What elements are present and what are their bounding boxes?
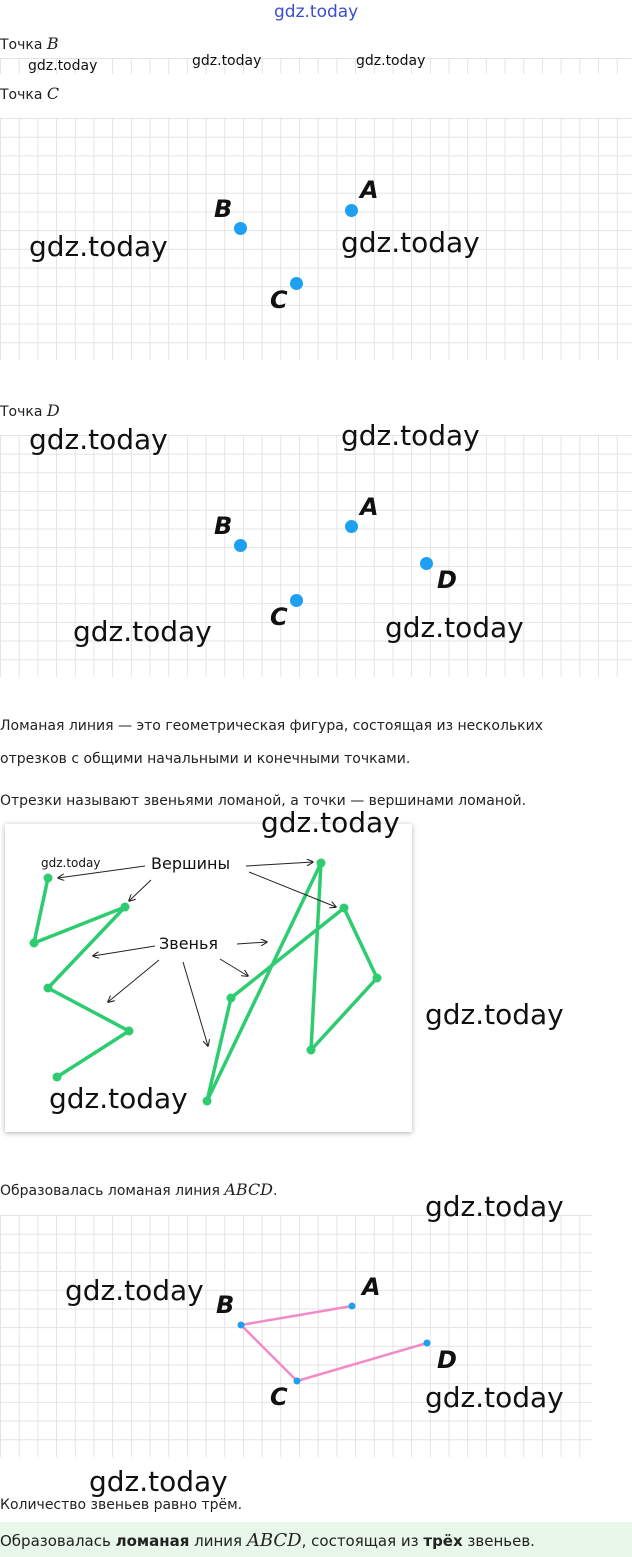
watermark: gdz.today [425, 1190, 564, 1223]
conclusion-var: ABCD [246, 1530, 302, 1551]
watermark: gdz.today [49, 1082, 188, 1115]
conclusion-part: Образовалась [0, 1532, 116, 1550]
point-d-label: D [437, 566, 457, 594]
watermark: gdz.today [28, 58, 98, 74]
formed-line-text: Образовалась ломаная линия [0, 1183, 225, 1199]
watermark-top: gdz.today [274, 2, 359, 22]
formed-line-var: ABCD [224, 1180, 274, 1199]
conclusion-bold: трёх [423, 1532, 463, 1550]
watermark: gdz.today [65, 1274, 204, 1307]
polyline-abcd [0, 1215, 592, 1457]
watermark: gdz.today [385, 611, 524, 644]
watermark: gdz.today [425, 998, 564, 1031]
formed-line-label [0, 1180, 277, 1199]
vertex-dots [30, 859, 382, 1106]
right-polyline [207, 863, 377, 1101]
conclusion-part: , состоящая из [301, 1532, 424, 1550]
label-point-b [0, 34, 59, 53]
watermark: gdz.today [192, 53, 262, 69]
label-text: Точка [0, 87, 47, 103]
label-point-d [0, 401, 60, 420]
watermark: gdz.today [425, 1381, 564, 1414]
point-c-dot [290, 594, 303, 607]
point-b-label: B [216, 1291, 235, 1319]
label-var: C [46, 84, 60, 103]
point-c-dot [290, 277, 303, 290]
point-b-label: B [214, 195, 233, 223]
definition-line-1: Ломаная линия — это геометрическая фигура, состоящая из нескольких [0, 718, 543, 734]
point-c-label: C [270, 1383, 288, 1411]
pointer-arrows [58, 862, 336, 1046]
vertices-label: Вершины [151, 854, 231, 873]
point-a-label: A [362, 1273, 381, 1301]
watermark: gdz.today [29, 423, 168, 456]
label-point-c [0, 84, 59, 103]
point-b-dot [234, 222, 247, 235]
watermark: gdz.today [89, 1465, 228, 1498]
label-var: D [46, 401, 60, 420]
watermark: gdz.today [341, 226, 480, 259]
point-b-label: B [214, 512, 233, 540]
links-label: Звенья [159, 934, 219, 953]
segments-sentence: Отрезки называют звеньями ломаной, а точки — вершинами ломаной. [0, 793, 527, 809]
grid-polyline-abcd [0, 1215, 592, 1457]
point-c-label: C [270, 603, 288, 631]
definition-line-2: отрезков с общими начальными и конечными точками. [0, 751, 411, 767]
conclusion-bold: ломаная [115, 1532, 190, 1550]
watermark: gdz.today [29, 230, 168, 263]
watermark: gdz.today [73, 615, 212, 648]
point-c-label: C [270, 286, 288, 314]
watermark: gdz.today [356, 53, 426, 69]
point-d-label: D [437, 1346, 457, 1374]
point-a-label: A [360, 493, 379, 521]
point-a-dot [345, 520, 358, 533]
conclusion-part: звеньев. [462, 1532, 535, 1550]
point-a-label: A [360, 176, 379, 204]
point-d-dot [420, 557, 433, 570]
watermark: gdz.today [261, 806, 400, 839]
label-var: B [46, 34, 59, 53]
point-b-dot [234, 539, 247, 552]
watermark: gdz.today [341, 419, 480, 452]
count-sentence: Количество звеньев равно трём. [0, 1497, 243, 1513]
conclusion-box [0, 1522, 632, 1557]
watermark: gdz.today [41, 856, 101, 870]
point-a-dot [345, 204, 358, 217]
label-text: Точка [0, 404, 47, 420]
label-text: Точка [0, 37, 47, 53]
conclusion-text [0, 1530, 535, 1551]
formed-line-suffix: . [273, 1183, 278, 1199]
left-polyline [34, 878, 129, 1077]
conclusion-part: линия [189, 1532, 247, 1550]
